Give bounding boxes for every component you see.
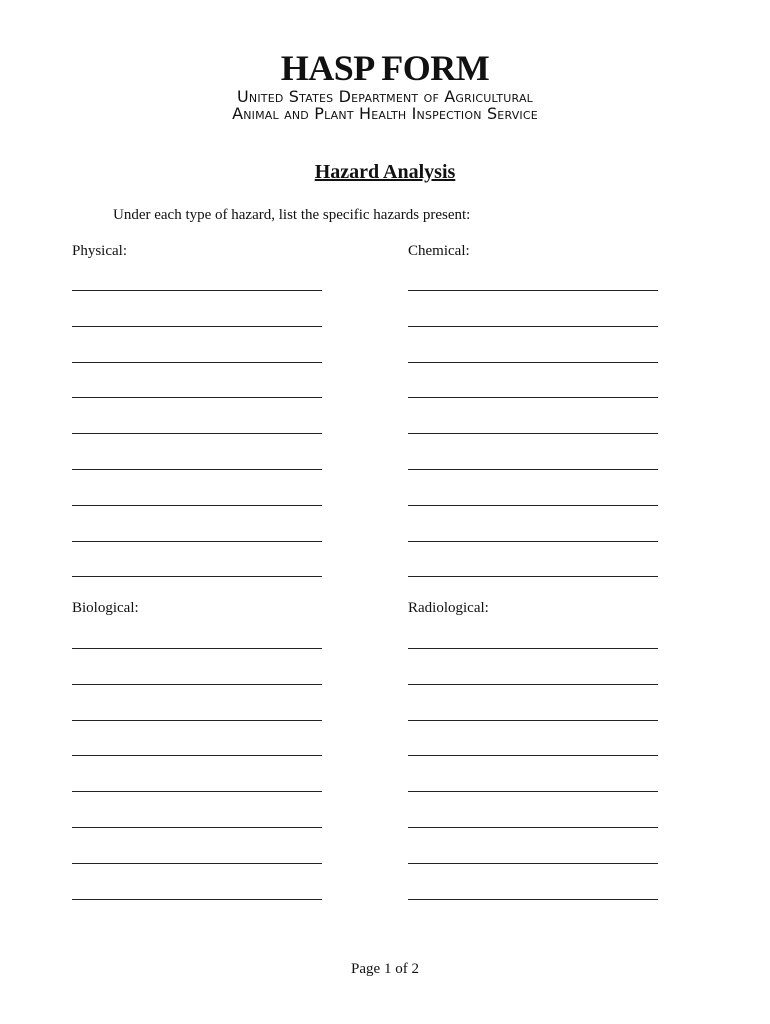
chemical-hazard-line[interactable] [408,541,658,542]
radiological-hazard-line[interactable] [408,899,658,900]
physical-hazard-line[interactable] [72,576,322,577]
chemical-label: Chemical: [408,243,470,259]
chemical-hazard-line[interactable] [408,433,658,434]
chemical-hazard-line[interactable] [408,505,658,506]
instruction-text: Under each type of hazard, list the specific hazards present: [113,207,471,223]
radiological-hazard-line[interactable] [408,863,658,864]
biological-hazard-line[interactable] [72,755,322,756]
agency-name-line-2: Animal and Plant Health Inspection Service [232,104,538,123]
chemical-hazard-line[interactable] [408,362,658,363]
radiological-hazard-line[interactable] [408,684,658,685]
biological-hazard-line[interactable] [72,791,322,792]
physical-hazard-line[interactable] [72,362,322,363]
radiological-hazard-line[interactable] [408,648,658,649]
section-title: Hazard Analysis [314,161,456,183]
radiological-hazard-line[interactable] [408,791,658,792]
agency-name-line-1: United States Department of Agricultural [237,87,533,106]
chemical-hazard-line[interactable] [408,290,658,291]
radiological-hazard-line[interactable] [408,755,658,756]
chemical-hazard-line[interactable] [408,469,658,470]
physical-hazard-line[interactable] [72,541,322,542]
chemical-hazard-line[interactable] [408,397,658,398]
biological-hazard-line[interactable] [72,863,322,864]
physical-hazard-line[interactable] [72,469,322,470]
page-number: Page 1 of 2 [351,961,419,977]
radiological-hazard-line[interactable] [408,827,658,828]
radiological-hazard-line[interactable] [408,720,658,721]
biological-hazard-line[interactable] [72,684,322,685]
biological-hazard-line[interactable] [72,827,322,828]
physical-label: Physical: [72,243,127,259]
biological-hazard-line[interactable] [72,648,322,649]
physical-hazard-line[interactable] [72,290,322,291]
physical-hazard-line[interactable] [72,326,322,327]
chemical-hazard-line[interactable] [408,326,658,327]
form-title: HASP FORM [280,48,490,88]
radiological-label: Radiological: [408,600,489,616]
biological-hazard-line[interactable] [72,899,322,900]
physical-hazard-line[interactable] [72,505,322,506]
biological-hazard-line[interactable] [72,720,322,721]
chemical-hazard-line[interactable] [408,576,658,577]
biological-label: Biological: [72,600,139,616]
physical-hazard-line[interactable] [72,433,322,434]
physical-hazard-line[interactable] [72,397,322,398]
